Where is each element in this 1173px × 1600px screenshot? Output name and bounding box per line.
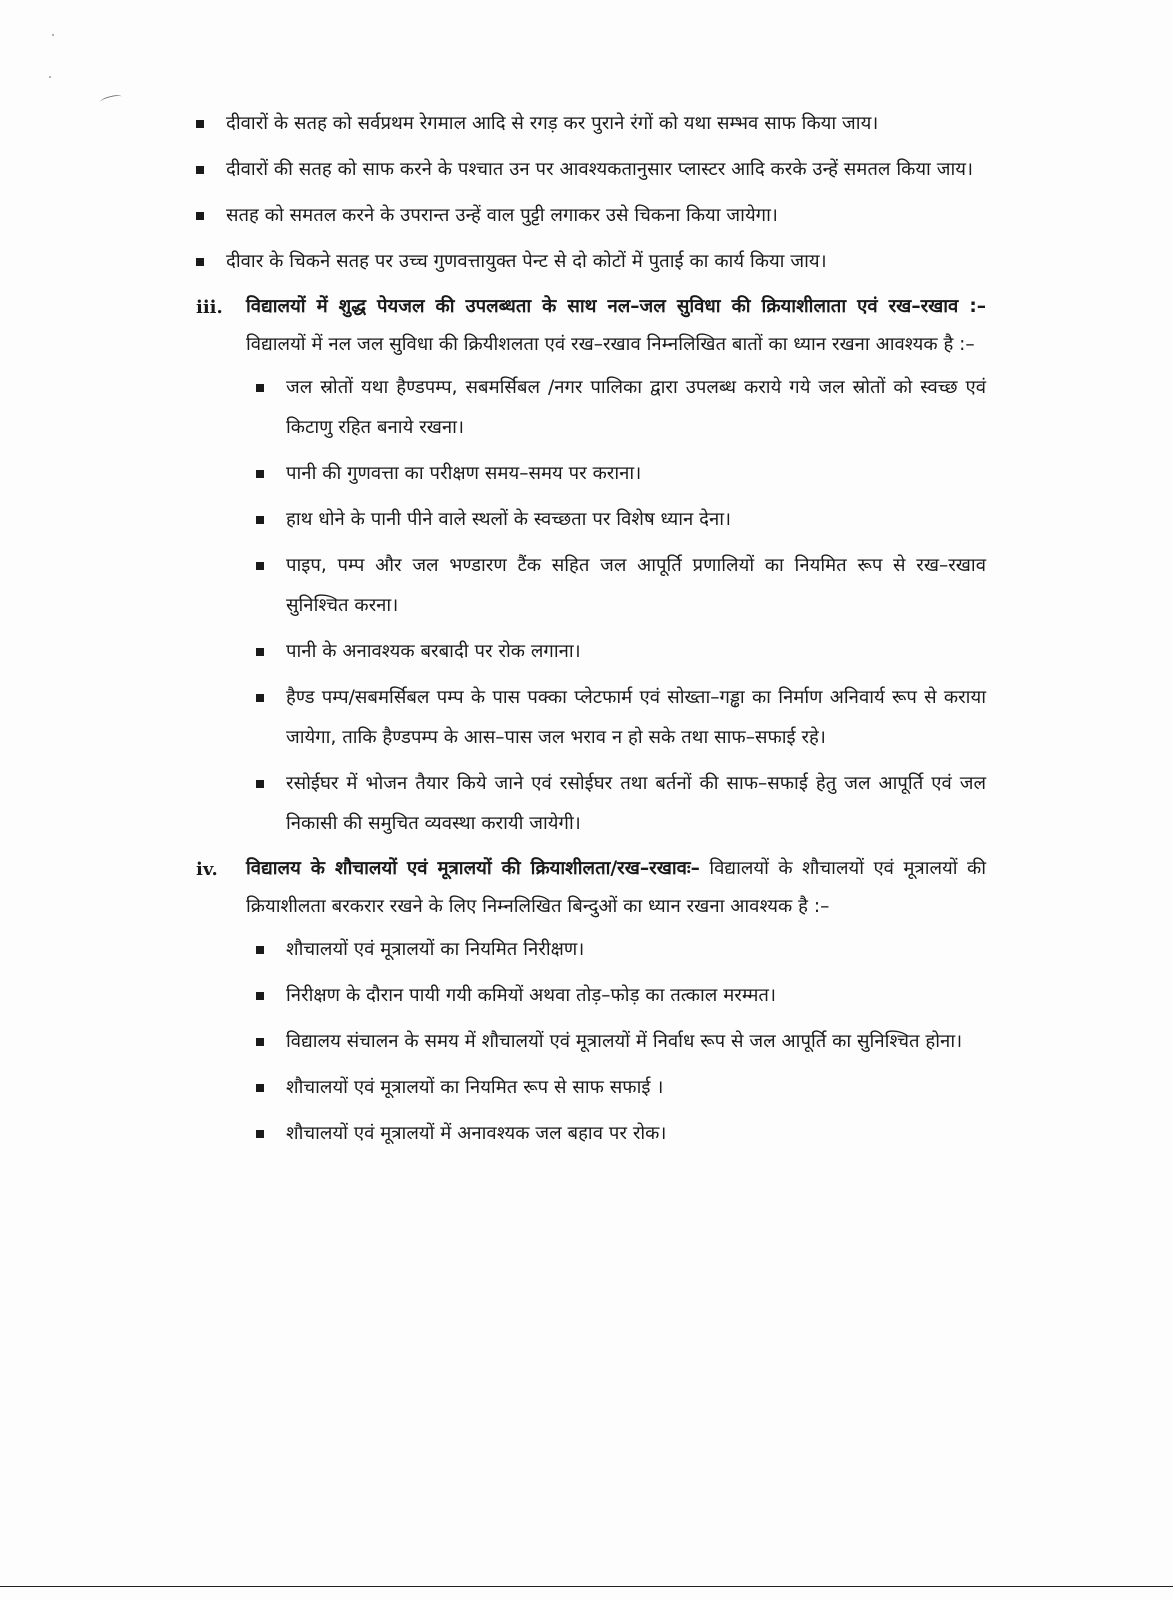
square-bullet-icon bbox=[256, 648, 264, 656]
scan-mark bbox=[99, 93, 122, 105]
list-item bbox=[256, 764, 986, 844]
bullet-text: विद्यालय संचालन के समय में शौचालयों एवं मूत्रालयों में निर्वाध रूप से जल आपूर्ति का सुनिश्चित होना। bbox=[286, 1031, 963, 1052]
list-item bbox=[196, 150, 986, 190]
square-bullet-icon bbox=[196, 258, 204, 266]
section-intro: विद्यालयों के शौचालयों एवं मूत्रालयों की क्रियाशीलता बरकरार रखने के लिए निम्नलिखित बिन्दुओं का ध्यान रखना आवश्यक है :– bbox=[246, 858, 986, 917]
list-item bbox=[256, 546, 986, 626]
bullet-text: सतह को समतल करने के उपरान्त उन्हें वाल पुट्टी लगाकर उसे चिकना किया जायेगा। bbox=[226, 205, 778, 226]
list-item bbox=[196, 242, 986, 282]
scan-speck bbox=[49, 76, 51, 78]
scan-speck bbox=[52, 34, 54, 36]
bullet-text: पानी के अनावश्यक बरबादी पर रोक लगाना। bbox=[286, 641, 581, 662]
section-iv bbox=[196, 850, 986, 926]
list-item bbox=[196, 104, 986, 144]
list-item bbox=[256, 1114, 986, 1154]
list-item bbox=[256, 930, 986, 970]
square-bullet-icon bbox=[196, 120, 204, 128]
list-item bbox=[256, 632, 986, 672]
list-item bbox=[256, 500, 986, 540]
list-item bbox=[256, 1022, 986, 1062]
list-item bbox=[256, 1068, 986, 1108]
bullet-text: जल स्रोतों यथा हैण्डपम्प, सबमर्सिबल /नगर पालिका द्वारा उपलब्ध कराये गये जल स्रोतों को स्वच्छ एवं किटाणु रहित बनाये रखना। bbox=[286, 377, 986, 438]
bullet-text: शौचालयों एवं मूत्रालयों का नियमित निरीक्षण। bbox=[286, 939, 585, 960]
bullet-text: शौचालयों एवं मूत्रालयों में अनावश्यक जल बहाव पर रोक। bbox=[286, 1123, 667, 1144]
scan-edge-line bbox=[0, 1586, 1173, 1587]
bullet-text: निरीक्षण के दौरान पायी गयी कमियों अथवा तोड़–फोड़ का तत्काल मरम्मत। bbox=[286, 985, 776, 1006]
section-title: विद्यालयों में शुद्ध पेयजल की उपलब्धता के साथ नल–जल सुविधा की क्रियाशीलाता एवं रख–रखाव :– bbox=[246, 296, 986, 317]
bullet-text: रसोईघर में भोजन तैयार किये जाने एवं रसोईघर तथा बर्तनों की साफ–सफाई हेतु जल आपूर्ति एवं जल निकासी की समुचित व्यवस्था करायी जायेगी। bbox=[286, 773, 986, 834]
section-number: iv. bbox=[196, 859, 218, 880]
bullet-text: शौचालयों एवं मूत्रालयों का नियमित रूप से साफ सफाई । bbox=[286, 1077, 664, 1098]
bullet-text: दीवारों के सतह को सर्वप्रथम रेगमाल आदि से रगड़ कर पुराने रंगों को यथा सम्भव साफ किया जाय। bbox=[226, 113, 879, 134]
section-number: iii. bbox=[196, 297, 223, 318]
list-item bbox=[256, 368, 986, 448]
section-iii-bullet-list bbox=[196, 368, 986, 844]
bullet-text: हैण्ड पम्प/सबमर्सिबल पम्प के पास पक्का प्लेटफार्म एवं सोख्ता–गड्ढा का निर्माण अनिवार्य रूप से कराया जायेगा, ताकि हैण्डपम्प के आस–पास जल भराव न हो सके तथा साफ–सफाई रहे। bbox=[286, 687, 986, 748]
square-bullet-icon bbox=[256, 470, 264, 478]
top-bullet-list bbox=[196, 104, 986, 282]
square-bullet-icon bbox=[256, 1084, 264, 1092]
section-paragraph bbox=[246, 850, 986, 926]
square-bullet-icon bbox=[256, 384, 264, 392]
square-bullet-icon bbox=[256, 516, 264, 524]
bullet-text: दीवार के चिकने सतह पर उच्च गुणवत्तायुक्त पेन्ट से दो कोटों में पुताई का कार्य किया जाय। bbox=[226, 251, 827, 272]
square-bullet-icon bbox=[196, 212, 204, 220]
list-item bbox=[256, 976, 986, 1016]
square-bullet-icon bbox=[256, 780, 264, 788]
section-paragraph bbox=[246, 288, 986, 364]
bullet-text: पानी की गुणवत्ता का परीक्षण समय–समय पर कराना। bbox=[286, 463, 642, 484]
document-body bbox=[196, 104, 986, 1160]
section-iv-bullet-list bbox=[196, 930, 986, 1154]
section-title: विद्यालय के शौचालयों एवं मूत्रालयों की क्रियाशीलता/रख–रखावः– bbox=[246, 858, 700, 879]
square-bullet-icon bbox=[256, 992, 264, 1000]
list-item bbox=[196, 196, 986, 236]
bullet-text: पाइप, पम्प और जल भण्डारण टैंक सहित जल आपूर्ति प्रणालियों का नियमित रूप से रख–रखाव सुनिश्चित करना। bbox=[286, 555, 986, 616]
square-bullet-icon bbox=[256, 1038, 264, 1046]
section-intro: विद्यालयों में नल जल सुविधा की क्रियीशलता एवं रख–रखाव निम्नलिखित बातों का ध्यान रखना आवश्यक है :– bbox=[246, 334, 975, 355]
square-bullet-icon bbox=[256, 1130, 264, 1138]
list-item bbox=[256, 454, 986, 494]
list-item bbox=[256, 678, 986, 758]
bullet-text: दीवारों की सतह को साफ करने के पश्चात उन पर आवश्यकतानुसार प्लास्टर आदि करके उन्हें समतल किया जाय। bbox=[226, 159, 973, 180]
section-iii bbox=[196, 288, 986, 364]
square-bullet-icon bbox=[256, 946, 264, 954]
square-bullet-icon bbox=[196, 166, 204, 174]
bullet-text: हाथ धोने के पानी पीने वाले स्थलों के स्वच्छता पर विशेष ध्यान देना। bbox=[286, 509, 732, 530]
square-bullet-icon bbox=[256, 562, 264, 570]
square-bullet-icon bbox=[256, 694, 264, 702]
